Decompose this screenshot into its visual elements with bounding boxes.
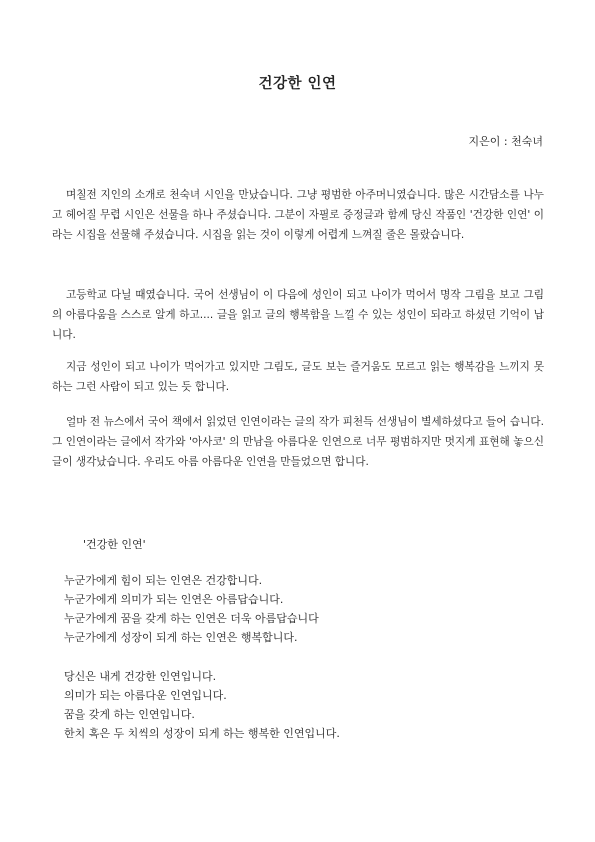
author-line: 지은이 : 천숙녀 [468, 135, 543, 148]
poem-title: '건강한 인연' [83, 538, 146, 551]
poem-line: 의미가 되는 아름다운 인연입니다. [64, 689, 227, 702]
paragraph-1: 며칠전 지인의 소개로 천숙녀 시인을 만났습니다. 그냥 평범한 아주머니였습니다. 많은 시간담소를 나누고 헤어질 무렵 시인은 선물을 하나 주셨습니다. 그분이 자필로 증정글과 함께 당신 작품인 '건강한 인연' 이라는 시집을 선물해 주셨습니다. 시집을 읽는 것이 이렇게 어렵게 느껴질 줄은 몰랐습니다. [52, 189, 544, 241]
poem-stanza-1 [64, 571, 319, 647]
poem-stanza-2 [64, 667, 340, 743]
document-title: 건강한 인연 [258, 76, 337, 92]
paragraph-4: 얼마 전 뉴스에서 국어 책에서 읽었던 인연이라는 글의 작가 피천득 선생님이 별세하셨다고 들어 습니다. 그 인연이라는 글에서 작가와 '아사코' 의 만남을 아름다운 인연으로 너무 평범하지만 멋지게 표현해 놓으신 글이 생각났습니다. 우리도 아름 아름다운 인연을 만들었으면 합니다. [52, 416, 544, 468]
poem-line: 누군가에게 의미가 되는 인연은 아름답습니다. [64, 593, 284, 606]
paragraph-3: 지금 성인이 되고 나이가 먹어가고 있지만 그림도, 글도 보는 즐거움도 모르고 읽는 행복감을 느끼지 못하는 그런 사람이 되고 있는 듯 합니다. [52, 361, 544, 393]
poem-line: 당신은 내게 건강한 인연입니다. [64, 670, 217, 683]
poem-line: 누군가에게 힘이 되는 인연은 건강합니다. [64, 574, 263, 587]
poem-line: 누군가에게 꿈을 갖게 하는 인연은 더욱 아름답습니다 [64, 612, 319, 625]
poem-line: 한치 혹은 두 치씩의 성장이 되게 하는 행복한 인연입니다. [64, 727, 340, 740]
poem-line: 누군가에게 성장이 되게 하는 인연은 행복합니다. [64, 631, 298, 644]
poem-line: 꿈을 갖게 하는 인연입니다. [64, 708, 195, 721]
paragraph-2: 고등학교 다닐 때였습니다. 국어 선생님이 이 다음에 성인이 되고 나이가 먹어서 명작 그림을 보고 그림의 아름다움을 스스로 알게 하고.... 글을 읽고 글의 행복함을 느낄 수 있는 성인이 되라고 하셨던 기억이 납니다. [52, 289, 544, 341]
